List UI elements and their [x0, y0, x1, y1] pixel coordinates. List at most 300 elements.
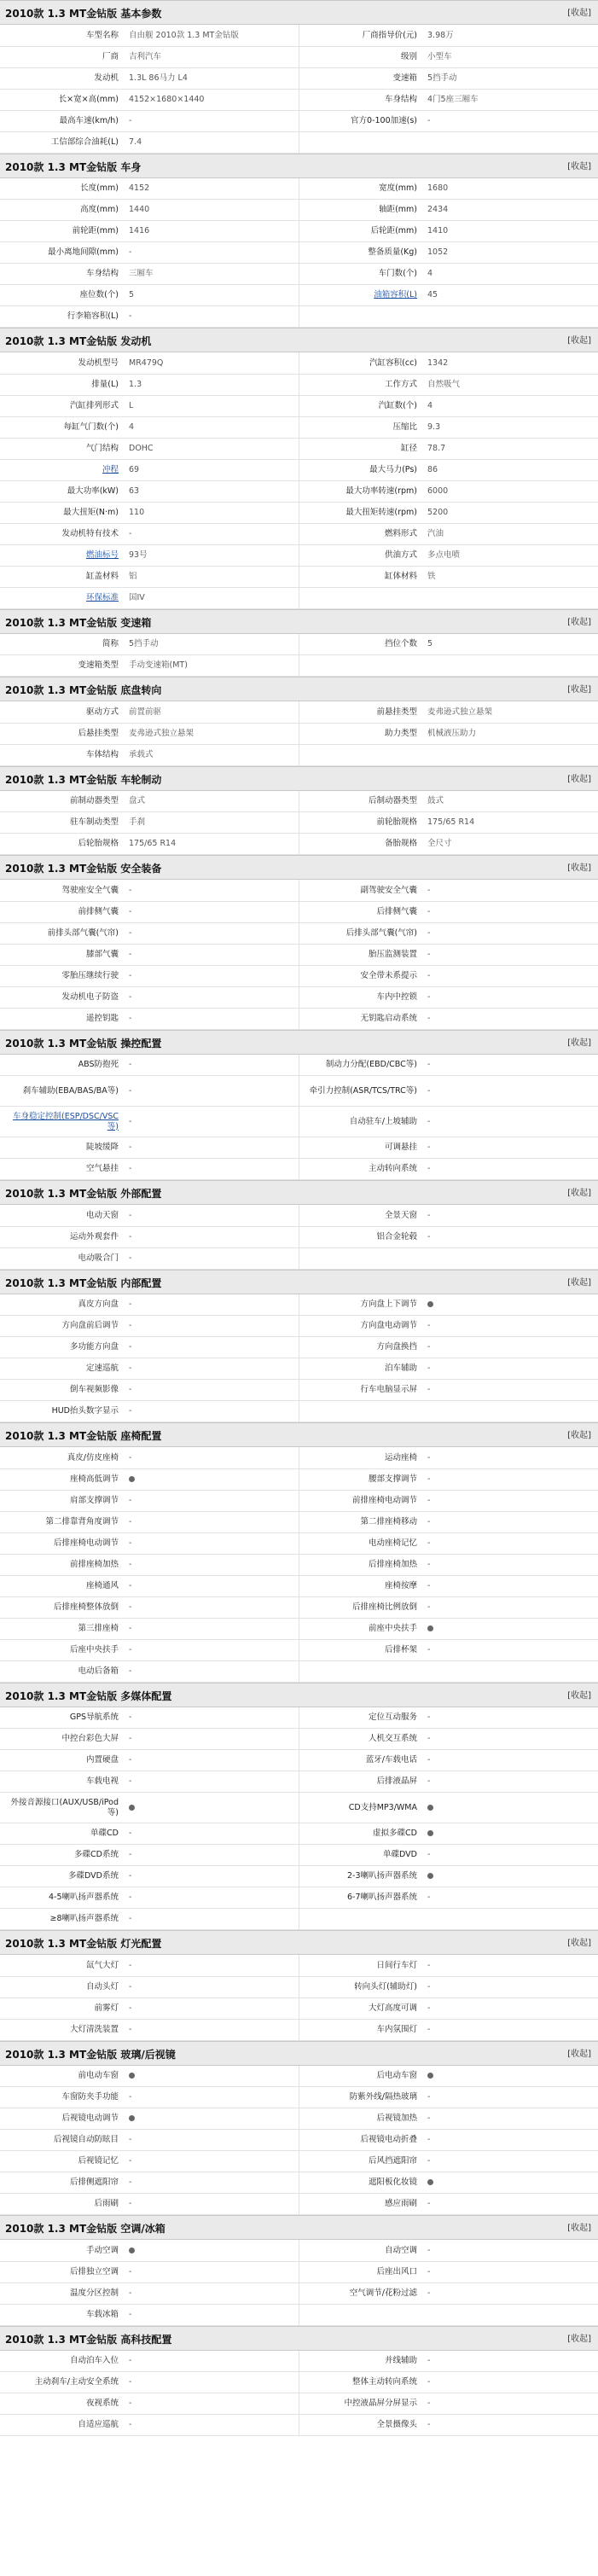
spec-label: [0, 2172, 124, 2194]
spec-row: [0, 523, 598, 544]
section-engine: [0, 328, 598, 609]
spec-value: [422, 1205, 598, 1226]
spec-label: [0, 1490, 124, 1511]
spec-table: [0, 1707, 598, 1931]
spec-label-text: 车载冰箱: [85, 2309, 119, 2319]
spec-value-text: -: [129, 1116, 132, 1126]
spec-label-text: 后排独立空调: [69, 2266, 119, 2277]
spec-row: [0, 1490, 598, 1511]
spec-row: [0, 1316, 598, 1337]
spec-value-text: -: [427, 1364, 431, 1374]
spec-value-text: -: [129, 311, 132, 322]
spec-label: [299, 544, 422, 566]
spec-value-text: -: [427, 1085, 431, 1096]
spec-value: [124, 901, 299, 922]
spec-value-text: 盘式: [129, 796, 146, 806]
collapse-link[interactable]: [收起]: [567, 1189, 591, 1198]
spec-value: [124, 1511, 299, 1532]
spec-value: [422, 2108, 598, 2130]
spec-row: [0, 1159, 598, 1180]
spec-label-text: 车身结构: [85, 269, 119, 279]
section-header: [0, 2326, 598, 2351]
spec-label-text: 外接音源接口(AUX/USB/iPod等): [10, 1798, 119, 1817]
spec-label: [299, 480, 422, 502]
filled-circle-icon: [427, 1873, 433, 1879]
spec-label: [299, 2351, 422, 2372]
spec-value-text: -: [427, 1755, 431, 1765]
filled-circle-icon: [427, 2179, 433, 2185]
spec-value: [422, 944, 598, 965]
spec-value: [124, 221, 299, 242]
spec-label-text: 后制动器类型: [368, 796, 417, 806]
spec-value: [124, 1823, 299, 1845]
spec-value: [422, 523, 598, 544]
spec-value-text: -: [427, 2003, 431, 2013]
spec-label-text: 厂商: [102, 51, 119, 61]
section-title: 2010款 1.3 MT金钻版 操控配置: [5, 1037, 162, 1050]
spec-label-text: 汽缸数(个): [378, 400, 417, 410]
section-title: 2010款 1.3 MT金钻版 安全装备: [5, 863, 162, 875]
spec-value: [124, 1771, 299, 1793]
spec-value-text: 4门5座三厢车: [427, 94, 479, 104]
spec-label: [0, 242, 124, 264]
spec-row: [0, 1596, 598, 1618]
collapse-link[interactable]: [收起]: [567, 774, 591, 784]
spec-label: [0, 1823, 124, 1845]
spec-value: [124, 2282, 299, 2304]
spec-value-text: -: [427, 991, 431, 1002]
spec-label-text: 发动机型号: [78, 358, 119, 368]
spec-label-text: 行车电脑显示屏: [360, 1385, 417, 1395]
spec-value: [124, 1107, 299, 1137]
collapse-link[interactable]: [收起]: [567, 685, 591, 695]
spec-value: [422, 2415, 598, 2436]
spec-value-text: -: [129, 1734, 132, 1744]
spec-value-text: -: [129, 1085, 132, 1096]
spec-value: [124, 352, 299, 374]
spec-label-text: 铝合金轮毂: [376, 1231, 417, 1241]
spec-label-text: 后排座椅比例放倒: [351, 1602, 417, 1612]
collapse-link[interactable]: [收起]: [567, 1038, 591, 1048]
spec-label-text: 多碟DVD系统: [68, 1871, 119, 1881]
spec-value: [124, 944, 299, 965]
spec-label: [299, 1447, 422, 1468]
spec-value: [124, 306, 299, 328]
collapse-link[interactable]: [收起]: [567, 1690, 591, 1701]
spec-label: [299, 1008, 422, 1029]
collapse-link[interactable]: [收起]: [567, 1939, 591, 1948]
spec-label: [299, 1707, 422, 1729]
spec-value-text: 1.3: [129, 379, 142, 389]
spec-value-text: 吉利汽车: [129, 51, 162, 61]
spec-value-text: -: [427, 885, 431, 895]
spec-value-text: 5: [129, 290, 135, 300]
spec-label: [299, 1226, 422, 1247]
spec-label-text: 长度(mm): [80, 183, 119, 194]
spec-label-text: 零胎压继续行驶: [61, 970, 119, 980]
spec-label: [299, 1639, 422, 1660]
spec-row: [0, 374, 598, 395]
spec-value-text: -: [129, 1253, 132, 1263]
spec-row: [0, 2130, 598, 2151]
spec-value: [422, 480, 598, 502]
spec-label: [299, 306, 422, 328]
spec-value: [124, 200, 299, 221]
spec-value: [422, 1823, 598, 1845]
spec-label-text: 方向盘上下调节: [360, 1300, 417, 1310]
spec-label-text: 挡位个数: [384, 639, 417, 649]
section-header: [0, 1930, 598, 1955]
collapse-link[interactable]: [收起]: [567, 864, 591, 873]
spec-value: [422, 2066, 598, 2087]
spec-label-text: 定位互动服务: [368, 1712, 417, 1723]
spec-label-text: 自动头灯: [85, 1981, 119, 1992]
spec-label: [299, 701, 422, 723]
spec-label-text: 单碟CD: [90, 1829, 119, 1839]
spec-value-text: 1052: [427, 247, 449, 258]
spec-label: [0, 723, 124, 744]
collapse-link[interactable]: [收起]: [567, 1431, 591, 1440]
spec-label-text[interactable]: 冲程: [102, 464, 119, 474]
spec-value-text: 2434: [427, 205, 449, 215]
spec-value: [124, 1729, 299, 1750]
spec-label-text: 驾驶座安全气囊: [61, 885, 119, 895]
spec-value: [124, 1845, 299, 1866]
collapse-link[interactable]: [收起]: [567, 2334, 591, 2344]
spec-label-text: 中控液晶屏分屏显示: [344, 2399, 417, 2409]
spec-label-text: 每缸气门数(个): [63, 422, 119, 432]
spec-row: [0, 131, 598, 153]
spec-label-text: 变速箱类型: [78, 660, 119, 671]
spec-label-text: ABS防抱死: [78, 1060, 119, 1070]
spec-label-text: 人机交互系统: [368, 1734, 417, 1744]
spec-value-text: -: [129, 1364, 132, 1374]
spec-value-text: -: [129, 2309, 132, 2319]
spec-label-text: 方向盘电动调节: [360, 1321, 417, 1331]
spec-label-text[interactable]: 油箱容积(L): [374, 290, 417, 300]
spec-value-text: 1440: [129, 205, 150, 215]
spec-label: [0, 2151, 124, 2172]
spec-value: [124, 523, 299, 544]
spec-value: [422, 2172, 598, 2194]
collapse-link[interactable]: [收起]: [567, 9, 591, 18]
spec-row: [0, 812, 598, 834]
spec-table: [0, 2240, 598, 2326]
spec-row: [0, 1997, 598, 2019]
spec-label: [0, 1137, 124, 1159]
filled-circle-icon: [427, 1625, 433, 1631]
collapse-link[interactable]: [收起]: [567, 1277, 591, 1288]
spec-label-text: 最小离地间隙(mm): [48, 247, 119, 258]
spec-label-text: 后轮距(mm): [370, 226, 417, 236]
filled-circle-icon: [129, 1805, 135, 1811]
spec-value: [124, 1887, 299, 1909]
spec-value: [422, 1337, 598, 1358]
spec-label-text: 助力类型: [384, 728, 417, 738]
spec-row: [0, 459, 598, 480]
spec-label: [299, 2087, 422, 2108]
spec-label-text: 轴距(mm): [379, 205, 417, 215]
spec-table: [0, 1447, 598, 1683]
spec-value: [422, 131, 598, 153]
spec-row: [0, 1771, 598, 1793]
spec-label: [299, 1401, 422, 1422]
spec-label: [299, 1490, 422, 1511]
spec-label: [0, 459, 124, 480]
spec-value-text: -: [129, 2199, 132, 2209]
spec-value-text: 麦弗逊式独立悬架: [427, 707, 493, 717]
spec-value-text: -: [129, 991, 132, 1002]
spec-value: [124, 89, 299, 110]
spec-value: [124, 1380, 299, 1401]
spec-label: [299, 723, 422, 744]
spec-label-text[interactable]: 燃油标号: [85, 550, 119, 560]
spec-value-text: 9.3: [427, 422, 441, 432]
spec-value: [124, 1955, 299, 1976]
spec-label-text: 刹车辅助(EBA/BAS/BA等): [22, 1085, 119, 1096]
spec-label-text: 虚拟多碟CD: [373, 1829, 417, 1839]
spec-row: [0, 46, 598, 67]
spec-label-text: 运动座椅: [384, 1452, 417, 1462]
spec-value: [422, 701, 598, 723]
spec-label-text: 最大扭矩转速(rpm): [345, 507, 417, 517]
spec-value: [124, 2172, 299, 2194]
collapse-link[interactable]: [收起]: [567, 336, 591, 346]
spec-value-text: -: [129, 970, 132, 980]
spec-label: [299, 178, 422, 200]
spec-label-text: 压缩比: [392, 422, 417, 432]
spec-label: [0, 744, 124, 765]
spec-label: [0, 2066, 124, 2087]
spec-row: [0, 2261, 598, 2282]
spec-value: [124, 438, 299, 459]
spec-label-text: 真皮方向盘: [78, 1300, 119, 1310]
spec-label-text: 发动机电子防盗: [61, 991, 119, 1002]
spec-label: [299, 1076, 422, 1107]
spec-value: [124, 1468, 299, 1490]
spec-value-text: -: [427, 1712, 431, 1723]
spec-value: [422, 1997, 598, 2019]
spec-label: [299, 986, 422, 1008]
spec-value-text: -: [129, 247, 132, 258]
spec-value: [422, 634, 598, 655]
spec-label: [0, 2393, 124, 2415]
collapse-link[interactable]: [收起]: [567, 161, 591, 172]
spec-value: [124, 791, 299, 812]
spec-label: [0, 1226, 124, 1247]
spec-label-text: 电动吸合门: [78, 1253, 119, 1263]
spec-label-text: 长×宽×高(mm): [58, 94, 119, 104]
spec-value-text: -: [129, 1342, 132, 1352]
filled-circle-icon: [129, 2115, 135, 2121]
collapse-link[interactable]: [收起]: [567, 617, 591, 627]
spec-value-text: -: [427, 1734, 431, 1744]
spec-row: [0, 723, 598, 744]
spec-label-text: 车身结构: [384, 94, 417, 104]
spec-label-text: 全景摄像头: [376, 2420, 417, 2430]
spec-row: [0, 1008, 598, 1029]
spec-value-text: -: [427, 1116, 431, 1126]
spec-value: [422, 1532, 598, 1554]
spec-label-text: 膝部气囊: [85, 949, 119, 959]
spec-label-text: 最大功率转速(rpm): [345, 486, 417, 496]
spec-row: [0, 965, 598, 986]
spec-label: [299, 791, 422, 812]
spec-value-text: 多点电喷: [427, 550, 461, 560]
spec-label: [0, 1107, 124, 1137]
spec-value: [422, 2393, 598, 2415]
spec-value: [422, 1316, 598, 1337]
spec-label-text: HUD抬头数字显示: [51, 1406, 119, 1416]
spec-label: [0, 1358, 124, 1380]
spec-label-text: 后视镜加热: [376, 2114, 417, 2124]
spec-value-text: 自然吸气: [427, 379, 461, 389]
spec-value-text: 63: [129, 486, 140, 496]
spec-label-text: 座位数(个): [79, 290, 119, 300]
spec-label-text: 最大功率(kW): [67, 486, 119, 496]
spec-value: [422, 1008, 598, 1029]
spec-value: [124, 2304, 299, 2325]
spec-value-text: -: [427, 2266, 431, 2277]
spec-label-text: 遮阳板化妆镜: [368, 2178, 417, 2188]
spec-value: [422, 1401, 598, 1422]
spec-row: [0, 2304, 598, 2325]
spec-label: [299, 2172, 422, 2194]
spec-value-text: -: [427, 1385, 431, 1395]
spec-label-text: 电动座椅记忆: [368, 1538, 417, 1548]
spec-label: [0, 1771, 124, 1793]
spec-row: [0, 1076, 598, 1107]
spec-value: [124, 1076, 299, 1107]
spec-row: [0, 1823, 598, 1845]
spec-row: [0, 1532, 598, 1554]
spec-value: [124, 1660, 299, 1682]
spec-value-text: -: [129, 2135, 132, 2145]
spec-value-text: -: [129, 1755, 132, 1765]
spec-value-text: -: [129, 2003, 132, 2013]
spec-value: [422, 2151, 598, 2172]
spec-label-text: 后视镜电动调节: [61, 2114, 119, 2124]
spec-value: [422, 2019, 598, 2040]
spec-value-text: -: [129, 2024, 132, 2034]
spec-value: [124, 2261, 299, 2282]
spec-value: [422, 2261, 598, 2282]
spec-value: [422, 1596, 598, 1618]
spec-value-text: MR479Q: [129, 358, 164, 368]
section-title: 2010款 1.3 MT金钻版 高科技配置: [5, 2333, 172, 2346]
spec-row: [0, 922, 598, 944]
spec-value: [124, 723, 299, 744]
spec-label: [0, 880, 124, 901]
spec-value: [124, 2019, 299, 2040]
spec-value-text: -: [129, 1914, 132, 1924]
spec-value-text: -: [427, 1580, 431, 1590]
spec-value-text: 1410: [427, 226, 449, 236]
spec-value-text: -: [427, 949, 431, 959]
section-seat: [0, 1422, 598, 1683]
spec-row: [0, 1468, 598, 1490]
spec-label: [299, 566, 422, 587]
spec-value-text: 45: [427, 290, 438, 300]
collapse-link[interactable]: [收起]: [567, 2224, 591, 2233]
spec-value-text: 175/65 R14: [427, 817, 475, 828]
section-title: 2010款 1.3 MT金钻版 发动机: [5, 335, 152, 347]
spec-value: [124, 965, 299, 986]
spec-value-text: -: [129, 1850, 132, 1860]
spec-value-text: -: [427, 2288, 431, 2298]
spec-label-text: 方向盘换挡: [376, 1342, 417, 1352]
spec-label: [0, 2019, 124, 2040]
spec-value-text: -: [427, 2420, 431, 2430]
spec-value: [422, 1750, 598, 1771]
spec-value-text: -: [129, 1981, 132, 1992]
spec-label-text: 最高车速(km/h): [59, 115, 119, 125]
spec-value-text: -: [129, 949, 132, 959]
spec-label-text: 运动外观套件: [69, 1231, 119, 1241]
spec-row: [0, 1660, 598, 1682]
spec-row: [0, 744, 598, 765]
spec-label-text: 宽度(mm): [379, 183, 417, 194]
spec-row: [0, 1358, 598, 1380]
spec-value: [422, 834, 598, 855]
spec-value-text: -: [427, 1516, 431, 1526]
spec-value-text: 5: [427, 639, 433, 649]
spec-label-text: 汽缸排列形式: [69, 400, 119, 410]
spec-value: [124, 1137, 299, 1159]
spec-label: [0, 1575, 124, 1596]
spec-label-text: 座椅按摩: [384, 1580, 417, 1590]
spec-label: [299, 1596, 422, 1618]
spec-value-text: -: [129, 1231, 132, 1241]
section-header: [0, 766, 598, 791]
spec-label-text: 后排座椅整体放倒: [53, 1602, 119, 1612]
spec-value-text: -: [129, 1712, 132, 1723]
spec-row: [0, 986, 598, 1008]
spec-value: [422, 352, 598, 374]
spec-value-text: -: [427, 1342, 431, 1352]
spec-label-text: 多功能方向盘: [69, 1342, 119, 1352]
spec-label: [0, 944, 124, 965]
spec-value-text: -: [427, 1850, 431, 1860]
section-safety: [0, 855, 598, 1030]
spec-label-text: 工信部综合油耗(L): [50, 137, 119, 147]
collapse-link[interactable]: [收起]: [567, 2049, 591, 2059]
spec-label-text: 夜视系统: [85, 2399, 119, 2409]
spec-row: [0, 1575, 598, 1596]
spec-label-text[interactable]: 环保标准: [85, 592, 119, 602]
spec-label-text: 供油方式: [384, 550, 417, 560]
spec-label-text: 后视镜自动防眩目: [53, 2135, 119, 2145]
spec-label-text: 整体主动转向系统: [351, 2377, 417, 2387]
spec-label-text: 可调悬挂: [384, 1143, 417, 1153]
spec-label-text[interactable]: 车身稳定控制(ESP/DSC/VSC等): [12, 1112, 119, 1131]
spec-value-text: -: [427, 1231, 431, 1241]
spec-value-text: 三厢车: [129, 269, 154, 279]
spec-label-text: 制动力分配(EBD/CBC等): [325, 1060, 417, 1070]
spec-row: [0, 1247, 598, 1269]
spec-value-text: -: [129, 1893, 132, 1903]
spec-label: [0, 352, 124, 374]
spec-label-text: 前电动车窗: [78, 2071, 119, 2081]
spec-label: [299, 2304, 422, 2325]
section-basic: [0, 0, 598, 154]
spec-row: [0, 178, 598, 200]
spec-label: [299, 2194, 422, 2215]
spec-row: [0, 1909, 598, 1930]
spec-value-text: -: [427, 2377, 431, 2387]
spec-value: [124, 744, 299, 765]
spec-label-text: 胎压监测装置: [368, 949, 417, 959]
